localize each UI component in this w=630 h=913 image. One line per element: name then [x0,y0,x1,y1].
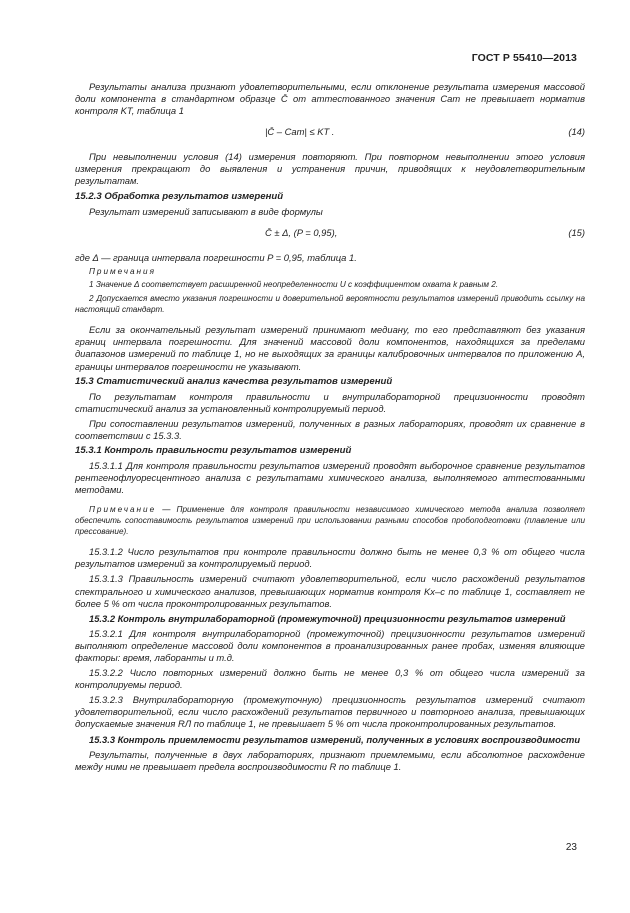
paragraph: 15.3.2.2 Число повторных измерений должно быть не менее 0,3 % от общего числа измерений за контролируемы период. [75,667,585,691]
paragraph: Результат измерений записывают в виде формулы [89,205,323,217]
paragraph: При сопоставлении результатов измерений, полученных в разных лабораториях, проводят их сравнение в соответствии с 15.3.3. [75,417,585,441]
paragraph: 15.3.1.3 Правильность измерений считают удовлетворительной, если число расхождений результатов спектрального и химического анализов, превышающих норматив контроля Kх–с по таблице 1, составляет не более 5 % от числа проконтролированных результатов. [75,573,585,609]
paragraph: Результаты, полученные в двух лабораториях, признают приемлемыми, если абсолютное расхождение между ними не превышает предела воспроизводимости R по таблице 1. [75,748,585,772]
paragraph: где Δ — граница интервала погрешности P = 0,95, таблица 1. [75,251,357,263]
formula-expression: |C̄ – Cат| ≤ KT . [265,126,335,138]
formula-expression: C̄ ± Δ, (P = 0,95), [265,226,338,238]
section-heading: 15.3.2 Контроль внутрилабораторной (промежуточной) прецизионности результатов измерений [89,612,566,624]
formula-number: (15) [568,226,585,238]
note-item: 1 Значение Δ соответствует расширенной неопределенности U с коэффициентом охвата k равным 2. [89,280,499,290]
section-heading: 15.2.3 Обработка результатов измерений [75,190,284,202]
formula-number: (14) [568,126,585,138]
paragraph: По результатам контроля правильности и внутрилабораторной прецизионности проводят статистический анализ за установленный контролируемый период. [75,390,585,414]
section-heading: 15.3.3 Контроль приемлемости результатов измерений, полученных в условиях воспроизводимости [89,733,581,745]
paragraph: 15.3.2.1 Для контроля внутрилабораторной (промежуточной) прецизионности результатов измерений выполняют определение массовой доли компонентов в проанализированных ранее пробах, изменяя влияющие факторы: время, лаборанты и т.д. [75,627,585,663]
paragraph: 15.3.1.2 Число результатов при контроле правильности должно быть не менее 0,3 % от общего числа результатов измерений за контролируемый период. [75,546,585,570]
section-heading: 15.3 Статистический анализ качества результатов измерений [75,375,393,387]
note-label: Примечание [89,505,157,515]
page-number: 23 [565,842,577,853]
paragraph: 15.3.1.1 Для контроля правильности результатов измерений проводят выборочное сравнение результатов рентгенофлуоресцентного анализа с результатами химического анализа, выполняемого аттестованными методами. [75,460,585,496]
note [75,505,585,537]
notes-title: Примечания [89,266,156,276]
paragraph: 15.3.2.3 Внутрилабораторную (промежуточную) прецизионность результатов измерений считают удовлетворительной, если число расхождений результатов первичного и повторного анализа, превышающих допускаемые значения RЛ по таблице 1, не превышает 5 % от числа проконтролированных результатов. [75,694,585,730]
paragraph: Если за окончательный результат измерений принимают медиану, то его представляют без указания границ интервала погрешности. Для значений массовой доли компонентов, находящихся за пределами диапазонов измерений по таблице 1, но не выходящих за границы калибровочных интервалов по приложению А, границы интервалов погрешности не указывают. [75,324,585,372]
document-id: ГОСТ Р 55410—2013 [471,52,577,64]
note-item: 2 Допускается вместо указания погрешности и доверительной вероятности результатов измерений приводить ссылку на настоящий стандарт. [75,294,585,314]
note-text: — Применение для контроля правильности независимого химического метода анализа позволяет обеспечить сопоставимость результатов измерений при использовании разными способов пробоподготовки (плавление или прессование). [75,505,585,536]
document-body [75,81,585,776]
paragraph: При невыполнении условия (14) измерения повторяют. При повторном невыполнении этого условия измерения прекращают до выявления и устранения причин, приводящих к неудовлетворительным результатам. [75,151,585,187]
paragraph: Результаты анализа признают удовлетворительными, если отклонение результата измерения массовой доли компонента в стандартном образце C̄ от аттестованного значения Cат не превышает норматив контроля KT, таблица 1 [75,81,585,117]
section-heading: 15.3.1 Контроль правильности результатов измерений [75,445,352,457]
formula-14 [75,123,585,145]
formula-15 [75,224,585,246]
